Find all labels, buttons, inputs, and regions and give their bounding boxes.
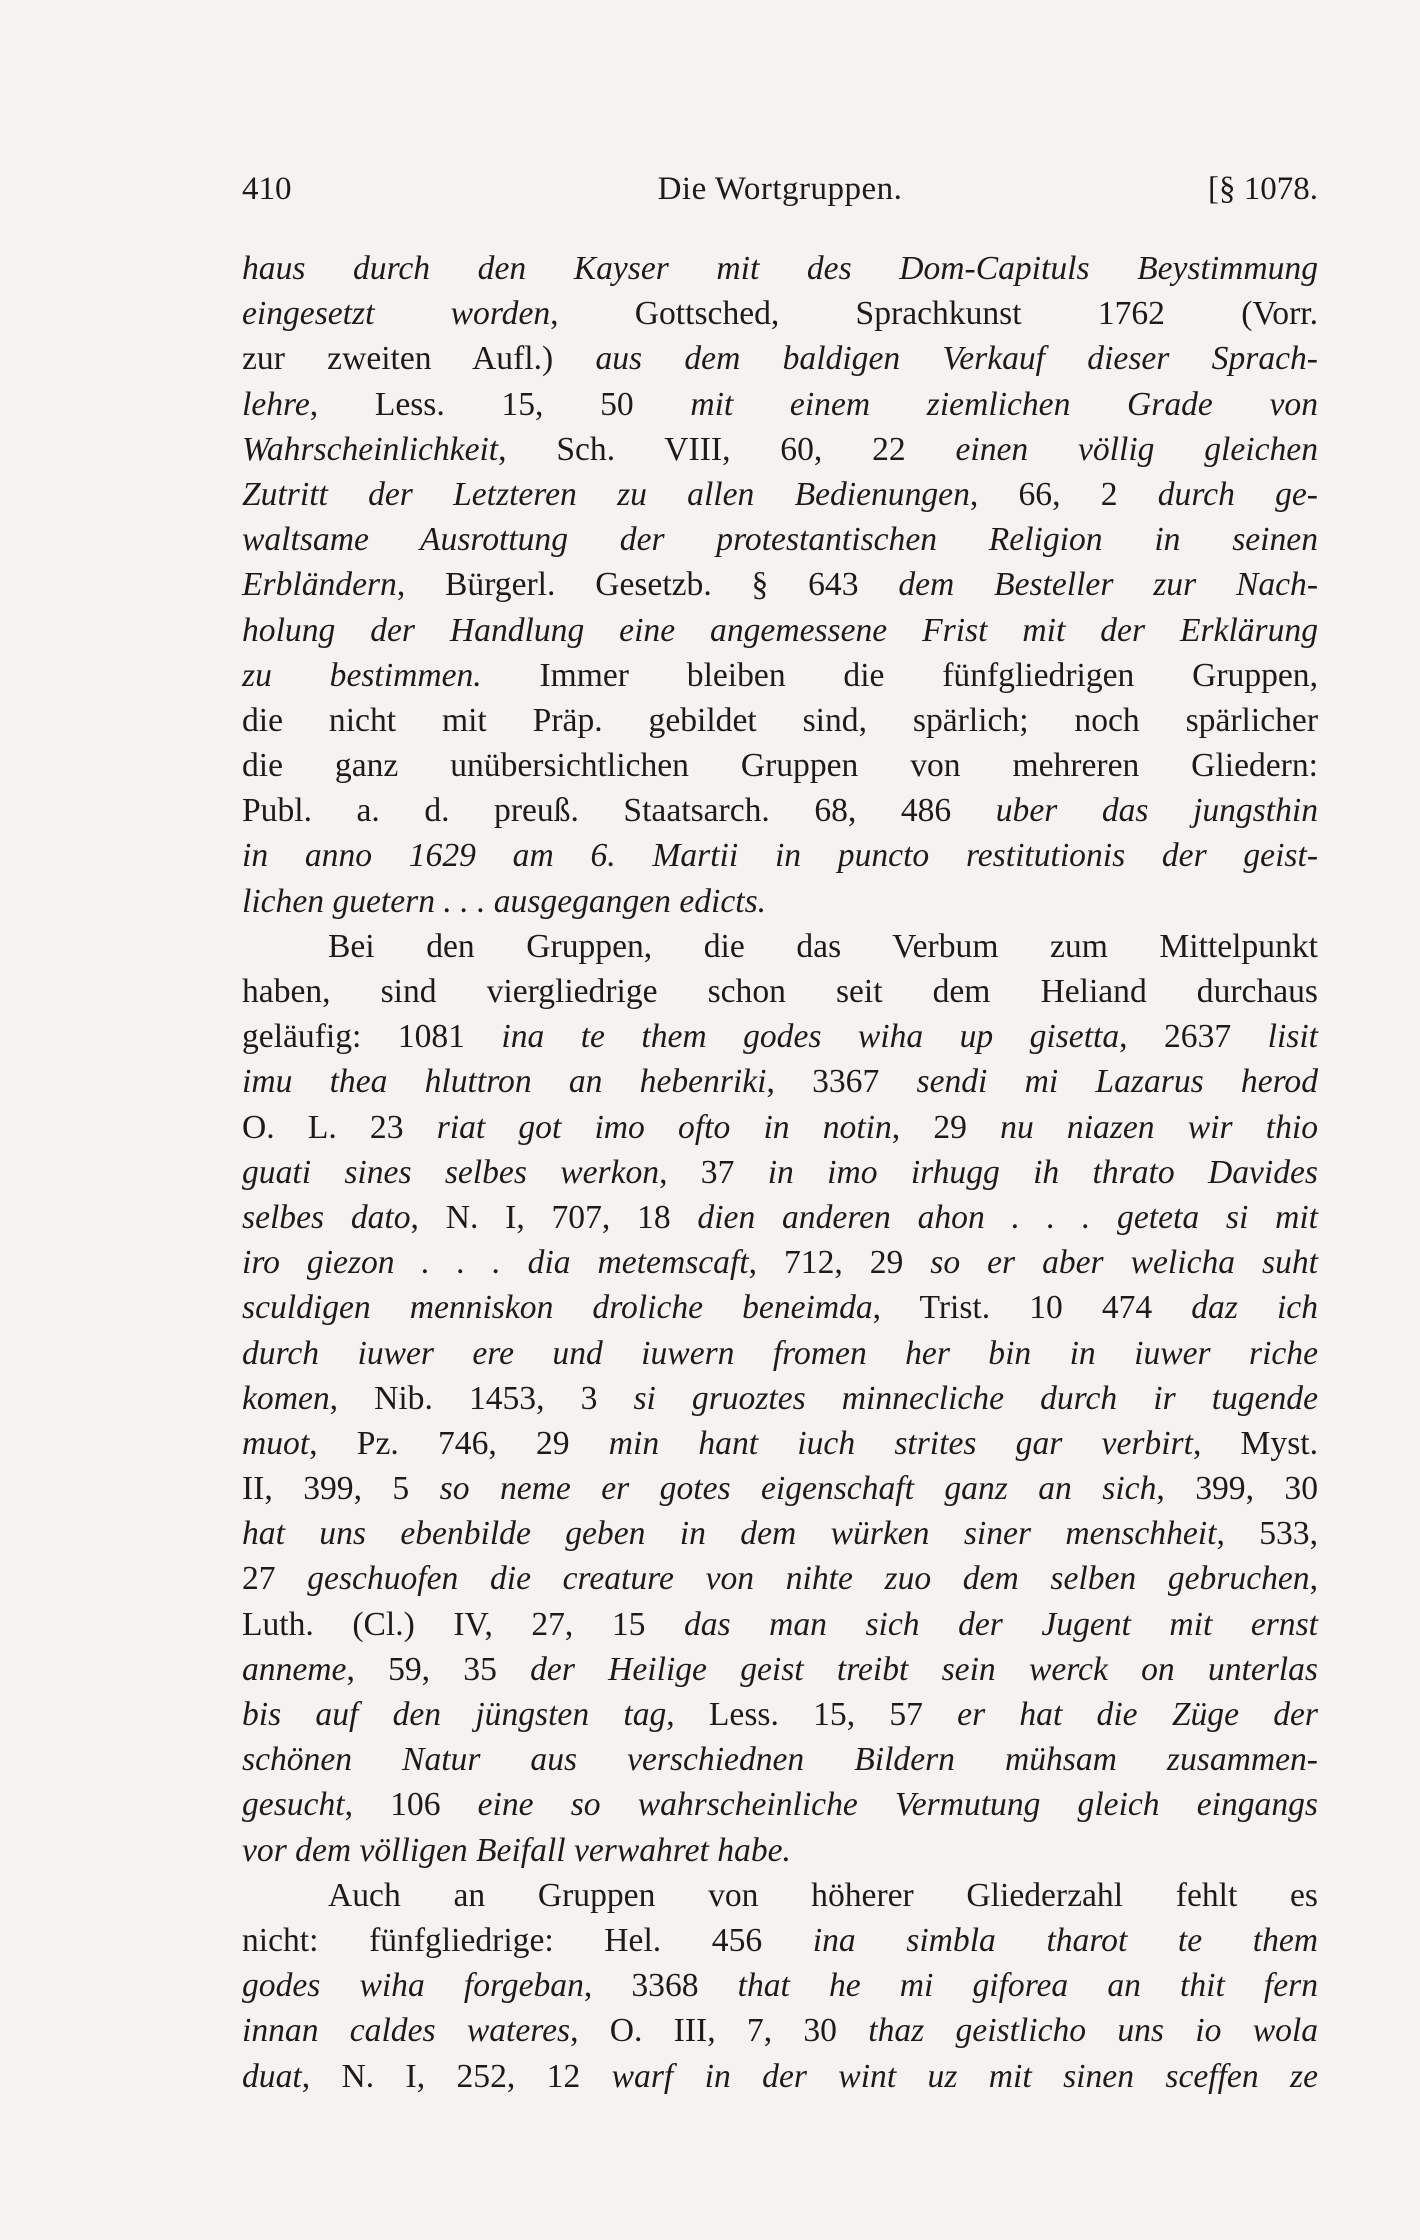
italic-quotation: riat got imo ofto in notin <box>436 1108 892 1146</box>
italic-quotation: innan caldes wateres <box>242 2012 571 2050</box>
italic-quotation: min hant iuch strites gar verbirt <box>608 1424 1193 1462</box>
text-segment: , 66, 2 <box>969 475 1158 513</box>
italic-quotation: Zutritt der Letzteren zu allen Bedienungen <box>242 475 970 513</box>
italic-quotation: das man sich der Jugent mit ernst <box>683 1605 1318 1643</box>
italic-quotation: lehre <box>242 385 310 423</box>
text-line <box>242 1918 1318 1963</box>
text-line <box>242 608 1318 653</box>
italic-quotation: vor dem völligen Beifall verwahret habe. <box>242 1831 791 1869</box>
text-segment: , 37 <box>659 1153 768 1191</box>
text-line <box>242 1873 1318 1918</box>
text-line <box>242 1014 1318 1059</box>
italic-quotation: warf in der wint uz mit sinen sceffen ze <box>611 2057 1318 2095</box>
text-line <box>242 969 1318 1014</box>
text-line <box>242 879 1318 924</box>
italic-quotation: holung der Handlung eine angemessene Frist mit der Erklärung <box>242 611 1318 649</box>
text-line <box>242 1647 1318 1692</box>
italic-quotation: iro giezon . . . dia metemscaft <box>242 1244 749 1282</box>
text-segment: , Pz. 746, 29 <box>309 1424 609 1462</box>
italic-quotation: komen <box>242 1379 330 1417</box>
text-segment: , 29 <box>891 1108 1001 1146</box>
italic-quotation: muot <box>242 1424 310 1462</box>
text-segment: II, 399, 5 <box>242 1470 440 1508</box>
text-segment: haben, sind viergliedrige schon seit dem Heliand durchaus <box>242 973 1318 1010</box>
text-line <box>242 517 1318 562</box>
italic-quotation: durch iuwer ere und iuwern fromen her bin in iuwer riche <box>242 1334 1318 1372</box>
text-segment: die nicht mit Präp. gebildet sind, spärlich; noch spärlicher <box>242 701 1318 739</box>
text-line <box>242 1105 1318 1150</box>
text-segment: , N. I, 252, 12 <box>301 2057 612 2095</box>
text-line <box>242 336 1318 381</box>
text-line <box>242 2008 1318 2053</box>
italic-quotation: in imo irhugg ih thrato Davides <box>767 1153 1318 1191</box>
italic-quotation: so neme er gotes eigenschaft ganz an sich <box>439 1470 1157 1508</box>
text-line <box>242 382 1318 427</box>
text-segment: , 3367 <box>766 1063 917 1101</box>
italic-quotation: der Heilige geist treibt sein werck on unterlas <box>530 1650 1318 1688</box>
text-line <box>242 1421 1318 1466</box>
text-segment: , 533, <box>1216 1515 1318 1553</box>
italic-quotation: ina simbla tharot te them <box>812 1921 1319 1959</box>
text-line <box>242 1150 1318 1195</box>
text-segment: Luth. (Cl.) IV, 27, 15 <box>242 1605 684 1643</box>
italic-quotation: godes wiha forgeban <box>242 1967 584 2005</box>
text-segment: geläufig: 1081 <box>242 1018 502 1056</box>
text-line <box>242 1331 1318 1376</box>
text-line <box>242 562 1318 607</box>
text-line <box>242 833 1318 878</box>
text-segment: , 106 <box>344 1786 478 1824</box>
text-line <box>242 246 1318 291</box>
italic-quotation: einen völlig gleichen <box>955 430 1318 468</box>
text-segment: , O. III, 7, 30 <box>570 2012 869 2050</box>
italic-quotation: Wahrscheinlichkeit <box>242 430 499 468</box>
text-line <box>242 743 1318 788</box>
running-header <box>242 164 1318 214</box>
italic-quotation: sendi mi Lazarus herod <box>916 1063 1318 1101</box>
italic-quotation: schönen Natur aus verschiednen Bildern mühsam zusammen- <box>242 1741 1318 1779</box>
text-segment: , Trist. 10 474 <box>872 1289 1192 1327</box>
italic-quotation: bis auf den jüngsten tag <box>242 1696 667 1733</box>
text-segment: Immer bleiben die fünfgliedrigen Gruppen, <box>481 656 1318 694</box>
text-segment: , <box>1309 1560 1318 1598</box>
italic-quotation: nu niazen wir thio <box>1000 1108 1318 1146</box>
text-segment: Publ. a. d. preuß. Staatsarch. 68, 486 <box>242 792 996 830</box>
text-segment: , Gottsched, Sprachkunst 1762 (Vorr. <box>550 295 1318 333</box>
text-line <box>242 653 1318 698</box>
text-segment: Auch an Gruppen von höherer Gliederzahl fehlt es <box>328 1876 1318 1914</box>
text-line <box>242 1692 1318 1737</box>
italic-quotation: hat uns ebenbilde geben in dem würken siner menschheit <box>242 1515 1217 1553</box>
italic-quotation: geschuofen die creature von nihte zuo dem selben gebruchen <box>307 1560 1310 1598</box>
text-line <box>242 698 1318 743</box>
text-segment: , Less. 15, 57 <box>666 1696 958 1733</box>
text-segment: zur zweiten Aufl.) <box>242 340 596 378</box>
italic-quotation: haus durch den Kayser mit des Dom-Capituls Beystimmung <box>242 250 1318 287</box>
text-line <box>242 2054 1318 2099</box>
text-segment: , 399, 30 <box>1156 1470 1318 1508</box>
text-segment: , Less. 15, 50 <box>309 385 691 423</box>
italic-quotation: dien anderen ahon . . . geteta si mit <box>697 1198 1318 1236</box>
italic-quotation: waltsame Ausrottung der protestantischen Religion in seinen <box>242 521 1318 559</box>
text-segment: , 59, 35 <box>346 1650 531 1688</box>
text-line <box>242 1602 1318 1647</box>
text-line <box>242 1376 1318 1421</box>
italic-quotation: dem Besteller zur Nach- <box>898 566 1319 604</box>
italic-quotation: daz ich <box>1191 1289 1318 1327</box>
running-title: Die Wortgruppen. <box>657 171 903 207</box>
text-line <box>242 1195 1318 1240</box>
italic-quotation: gesucht <box>242 1786 345 1824</box>
text-segment: O. L. 23 <box>242 1108 437 1146</box>
italic-quotation: sculdigen menniskon droliche beneimda <box>242 1289 873 1327</box>
section-number: [§ 1078. <box>1208 171 1318 207</box>
italic-quotation: selbes dato <box>242 1198 411 1236</box>
italic-quotation: that he mi giforea an thit fern <box>737 1967 1318 2005</box>
italic-quotation: mit einem ziemlichen Grade von <box>690 385 1318 423</box>
italic-quotation: anneme <box>242 1650 347 1688</box>
italic-quotation: Erbländern <box>242 566 397 604</box>
italic-quotation: in anno 1629 am 6. Martii in puncto restitutionis der geist- <box>242 837 1318 875</box>
italic-quotation: er hat die Züge der <box>957 1696 1318 1733</box>
text-segment: die ganz unübersichtlichen Gruppen von mehreren Gliedern: <box>242 747 1318 785</box>
italic-quotation: lisit <box>1267 1018 1318 1056</box>
text-segment: , 3368 <box>583 1967 738 2005</box>
italic-quotation: aus dem baldigen Verkauf dieser Sprach- <box>595 340 1318 378</box>
text-line <box>242 1737 1318 1782</box>
italic-quotation: lichen guetern . . . ausgegangen edicts. <box>242 882 767 920</box>
text-segment: , 2637 <box>1119 1018 1268 1056</box>
italic-quotation: thaz geistlicho uns io wola <box>868 2012 1318 2050</box>
text-segment: , Nib. 1453, 3 <box>329 1379 634 1417</box>
text-line <box>242 1466 1318 1511</box>
italic-quotation: durch ge- <box>1157 475 1318 513</box>
text-segment: , Bürgerl. Gesetzb. § 643 <box>396 566 899 604</box>
italic-quotation: eine so wahrscheinliche Vermutung gleich eingangs <box>477 1786 1318 1824</box>
text-segment: 27 <box>242 1560 308 1598</box>
italic-quotation: imu thea hluttron an hebenriki <box>242 1063 767 1101</box>
text-segment: Bei den Gruppen, die das Verbum zum Mittelpunkt <box>328 927 1318 965</box>
italic-quotation: duat <box>242 2057 302 2095</box>
text-line <box>242 472 1318 517</box>
text-segment: , Sch. VIII, 60, 22 <box>498 430 956 468</box>
italic-quotation: zu bestimmen. <box>242 656 482 694</box>
text-line <box>242 1240 1318 1285</box>
text-line <box>242 1511 1318 1556</box>
text-line <box>242 1963 1318 2008</box>
italic-quotation: uber das jungsthin <box>995 792 1318 830</box>
body-text <box>242 246 1318 2099</box>
text-segment: , Myst. <box>1192 1424 1318 1462</box>
text-segment: nicht: fünfgliedrige: Hel. 456 <box>242 1921 813 1959</box>
italic-quotation: so er aber welicha suht <box>930 1244 1318 1282</box>
text-line <box>242 1285 1318 1330</box>
text-segment: , 712, 29 <box>748 1244 931 1282</box>
text-segment: , N. I, 707, 18 <box>410 1198 698 1236</box>
text-line <box>242 788 1318 833</box>
text-line <box>242 1782 1318 1827</box>
italic-quotation: eingesetzt worden <box>242 295 551 333</box>
text-line <box>242 1059 1318 1104</box>
text-line <box>242 1828 1318 1873</box>
text-line <box>242 924 1318 969</box>
text-line <box>242 1556 1318 1601</box>
italic-quotation: si gruoztes minnecliche durch ir tugende <box>633 1379 1319 1417</box>
italic-quotation: guati sines selbes werkon <box>242 1153 660 1191</box>
text-line <box>242 427 1318 472</box>
italic-quotation: ina te them godes wiha up gisetta <box>501 1018 1120 1056</box>
page-number: 410 <box>242 171 292 207</box>
text-line <box>242 291 1318 336</box>
